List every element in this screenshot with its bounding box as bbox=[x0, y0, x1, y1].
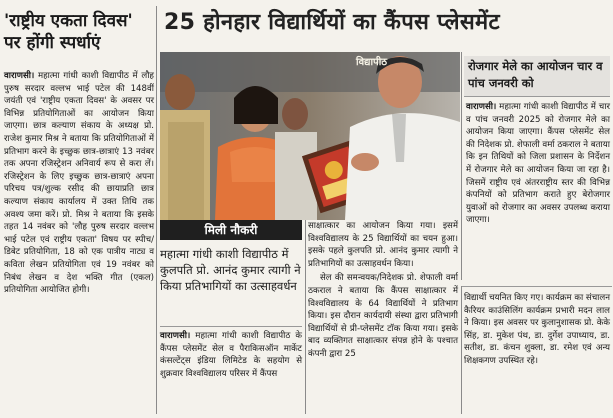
photo-sign-text: विद्यापीठ bbox=[356, 57, 388, 68]
main-subheadline: महात्मा गांधी काशी विद्यापीठ में कुलपति प्रो. आनंद कुमार त्यागी ने किया प्रतिभागियों का उत्साहवर्धन bbox=[160, 247, 301, 293]
main-article-paragraph: सेल की समन्वयक/निदेशक प्रो. शेफाली वर्मा ठकराल ने बताया कि कैंपस साक्षात्कार में विश्वविद्यालय के 64 विद्यार्थियों ने प्रतिभाग किया। इस दौरान कार्यदायी संस्था द्वारा प्रतिभागी विद्यार्थियों से प्री-प्लेसमेंट टॉक किया गया। इसके बाद व्यक्तिगत साक्षात्कार संपन्न होने के पश्चात कंपनी द्वारा 25 bbox=[308, 273, 458, 359]
main-article-headline: 25 होनहार विद्यार्थियों का कैंपस प्लेसमेंट bbox=[164, 10, 500, 35]
column-divider bbox=[461, 286, 462, 414]
main-article-text-left: महात्मा गांधी काशी विद्यापीठ के कैंपस प्लेसमेंट सेल व पैराकिसऑन मार्केट कंसल्टेंट्स इंडिया लिमिटेड के सहयोग से शुक्रवार विश्वविद्यालय परिसर में कैंपस bbox=[160, 331, 302, 379]
left-article-headline: 'राष्ट्रीय एकता दिवस' पर होंगी स्पर्धाएं bbox=[4, 11, 133, 53]
column-divider bbox=[305, 220, 306, 414]
column-divider bbox=[461, 52, 462, 280]
right-article-text: महात्मा गांधी काशी विद्यापीठ में चार व पांच जनवरी 2025 को रोजगार मेले का आयोजन किया जाएगा। कैंपस प्लेसमेंट सेल की निदेशक प्रो. शेफाली वर्मा ठकराल ने बताया कि इन तिथियों को जिला प्रशासन के निर्देशन में रोजगार मेले का आयोजन किया जा रहा है। जिसमें राष्ट्रीय एवं अंतरराष्ट्रीय स्तर की विभिन्न कंपनियों को प्रतिभाग कराते हुए बेरोजगार युवाओं को रोजगार का अवसर उपलब्ध कराया जाएगा। bbox=[466, 102, 610, 226]
photo-illustration bbox=[160, 52, 460, 220]
kicker-label: मिली नौकरी bbox=[160, 220, 302, 240]
left-article-body bbox=[4, 70, 154, 297]
main-article-paragraph: साक्षात्कार का आयोजन किया गया। इसमें विश्वविद्यालय के 25 विद्यार्थियों का चयन हुआ। इसके पहले कुलपति प्रो. आनंद कुमार त्यागी ने प्रतिभागियों का उत्साहवर्धन किया। bbox=[308, 221, 458, 269]
main-article-continuation: विद्यार्थी चयनित किए गए। कार्यक्रम का संचालन कैरियर काउंसिलिंग कार्यक्रम प्रभारी मदन लाल ने किया। इस अवसर पर कुलानुशासक प्रो. केके सिंह, डा. मुकेश पंथ, डा. दुर्गेश उपाध्याय, डा. सतीश, डा. कंचन शुक्ला, डा. रमेश एवं अन्य शिक्षकगण उपस्थित रहे। bbox=[464, 293, 610, 366]
main-dateline: वाराणसी। bbox=[160, 331, 191, 341]
news-photo bbox=[160, 52, 460, 220]
subhead-divider bbox=[160, 326, 302, 327]
main-article-body-start bbox=[160, 330, 302, 380]
section-divider bbox=[462, 286, 612, 287]
right-article-headline: रोजगार मेले का आयोजन चार व पांच जनवरी को bbox=[468, 59, 603, 90]
main-article-body-middle bbox=[308, 220, 458, 361]
left-article-text: महात्मा गांधी काशी विद्यापीठ में लौह पुरुष सरदार वल्लभ भाई पटेल की 148वीं जयंती एवं 'राष्ट्रीय एकता दिवस' के अवसर पर विभिन्न प्रतियोगिताओं का आयोजन किया जाएगा। छात्र कल्याण संकाय के अध्यक्ष प्रो. राजेश कुमार मिश्र ने बताया कि प्रतियोगिताओं में प्रतिभाग करने के इच्छुक छात्र-छात्राएं 13 नवंबर तक अपना रजिस्ट्रेशन अनिवार्य रूप से करा लें। रजिस्ट्रेशन के लिए इच्छुक छात्र-छात्राएं अपना परिचय पत्र/शुल्क रसीद की छायाप्रति छात्र कल्याण संकाय कार्यालय में उक्त तिथि तक अवश्य जमा करें। प्रो. मिश्र ने बताया कि इसके तहत 14 नवंबर को 'लौह पुरुष सरदार वल्लभ भाई पटेल एवं राष्ट्रीय एकता' विषय पर स्पीच/डिबेट प्रतियोगिता, 18 को एक पात्रीय नाट्य व कविता लेखन प्रतियोगिता एवं 19 नवंबर को निबंध लेखन व देश भक्ति गीत (एकल) प्रतियोगिता आयोजित होगी। bbox=[4, 71, 154, 296]
right-article-body bbox=[466, 101, 610, 227]
right-dateline: वाराणसी। bbox=[466, 102, 497, 112]
left-dateline: वाराणसी। bbox=[4, 71, 35, 81]
column-divider bbox=[156, 6, 157, 414]
